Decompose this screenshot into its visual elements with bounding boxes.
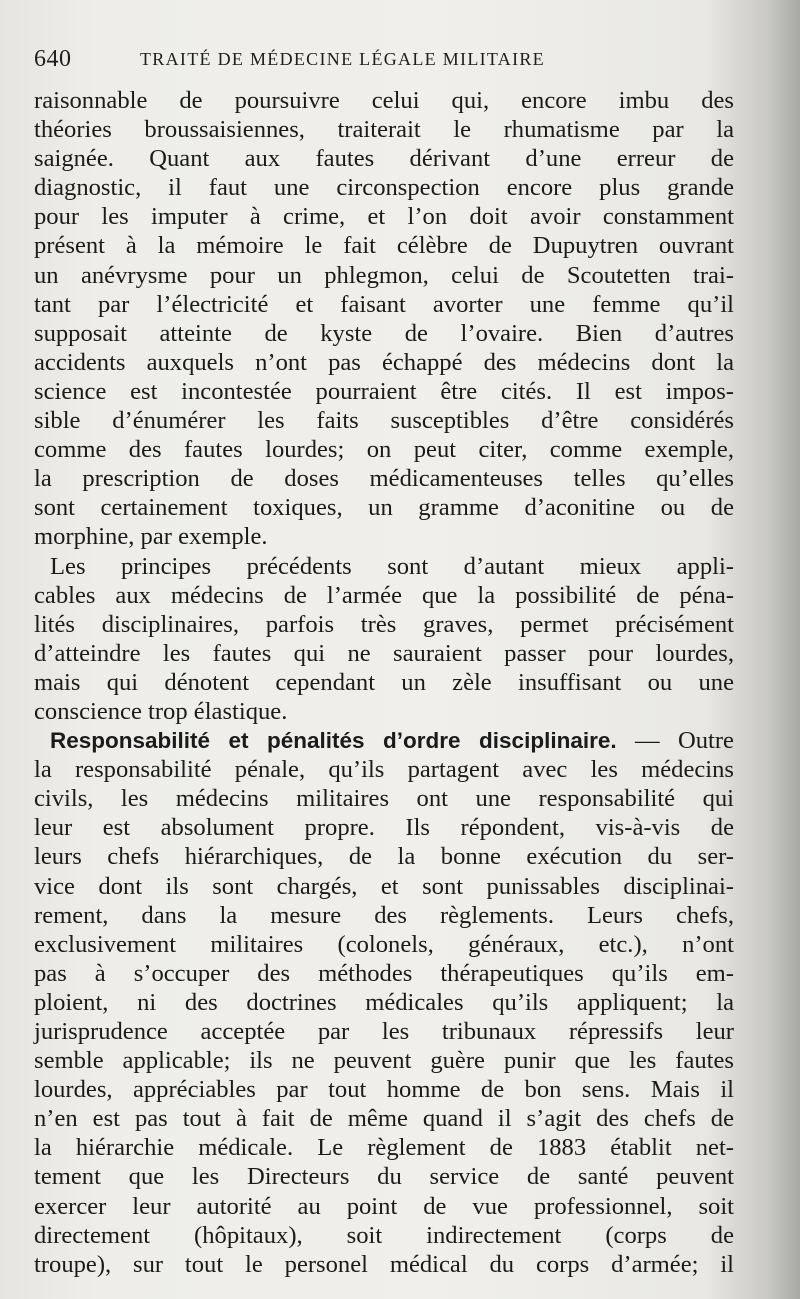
text-line: lités disciplinaires, parfois très graves, permet précisément [34,610,734,638]
text-line: rement, dans la mesure des règlements. Leurs chefs, [34,901,734,929]
text-line: leurs chefs hiérarchiques, de la bonne exécution du ser- [34,843,734,871]
heading-line-rest: — Outre [635,727,734,755]
running-title: TRAITÉ DE MÉDECINE LÉGALE MILITAIRE [140,49,545,69]
text-line: raisonnable de poursuivre celui qui, encore imbu des [34,87,734,114]
text-line: ploient, ni des doctrines médicales qu’ils appliquent; la [34,988,734,1016]
text-body [34,86,734,1279]
text-line: directement (hôpitaux), soit indirectement (corps de [34,1221,734,1249]
text-line: jurisprudence acceptée par les tribunaux répressifs leur [34,1018,734,1045]
text-line: la hiérarchie médicale. Le règlement de 1883 établit net- [34,1134,734,1162]
page-header [34,46,754,76]
section-heading: Responsabilité et pénalités d’ordre disciplinaire. [50,728,617,754]
text-line: lourdes, appréciables par tout homme de bon sens. Mais il [34,1076,734,1104]
section-heading-line [34,726,734,755]
text-line: leur est absolument propre. Ils répondent, vis-à-vis de [34,814,734,842]
text-line: accidents auxquels n’ont pas échappé des médecins dont la [34,348,734,376]
text-line: Les principes précédents sont d’autant mieux appli- [50,552,734,580]
text-line: la responsabilité pénale, qu’ils partagent avec les médecins [34,756,734,784]
text-line: un anévrysme pour un phlegmon, celui de Scoutetten trai- [34,261,734,289]
text-line: sont certainement toxiques, un gramme d’aconitine ou de [34,494,734,522]
text-line: sible d’énumérer les faits susceptibles d’être considérés [34,407,734,435]
text-line: saignée. Quant aux fautes dérivant d’une erreur de [34,145,734,173]
text-line: la prescription de doses médicamenteuses telles qu’elles [34,465,734,493]
page-number: 640 [34,46,72,72]
text-line: conscience trop élastique. [34,697,288,725]
text-line: tement que les Directeurs du service de santé peuvent [34,1163,734,1191]
paragraph [34,726,734,1279]
text-line: morphine, par exemple. [34,523,268,551]
text-line: vice dont ils sont chargés, et sont punissables disciplinai- [34,872,734,900]
text-line: mais qui dénotent cependant un zèle insuffisant ou une [34,668,734,696]
paragraph [34,86,734,552]
text-line: science est incontestée pourraient être cités. Il est impos- [34,377,734,405]
text-line: civils, les médecins militaires ont une responsabilité qui [34,785,734,813]
text-line: semble applicable; ils ne peuvent guère punir que les fautes [34,1047,734,1075]
text-line: troupe), sur tout le personel médical du corps d’armée; il [34,1250,734,1278]
paragraph [34,552,734,727]
text-line: pas à s’occuper des méthodes thérapeutiques qu’ils em- [34,959,734,987]
text-line: d’atteindre les fautes qui ne sauraient passer pour lourdes, [34,639,734,667]
text-line: exercer leur autorité au point de vue professionnel, soit [34,1192,734,1220]
text-line: cables aux médecins de l’armée que la possibilité de péna- [34,581,734,609]
text-line: supposait atteinte de kyste de l’ovaire. Bien d’autres [34,319,734,347]
text-line: présent à la mémoire le fait célèbre de Dupuytren ouvrant [34,232,734,260]
text-line: comme des fautes lourdes; on peut citer, comme exemple, [34,436,734,464]
text-line: pour les imputer à crime, et l’on doit avoir constamment [34,203,734,231]
text-line: exclusivement militaires (colonels, généraux, etc.), n’ont [34,930,734,958]
text-line: diagnostic, il faut une circonspection encore plus grande [34,174,734,202]
text-line: théories broussaisiennes, traiterait le rhumatisme par la [34,116,734,144]
text-line: n’en est pas tout à fait de même quand il s’agit des chefs de [34,1105,734,1133]
text-line: tant par l’électricité et faisant avorter une femme qu’il [34,290,734,318]
